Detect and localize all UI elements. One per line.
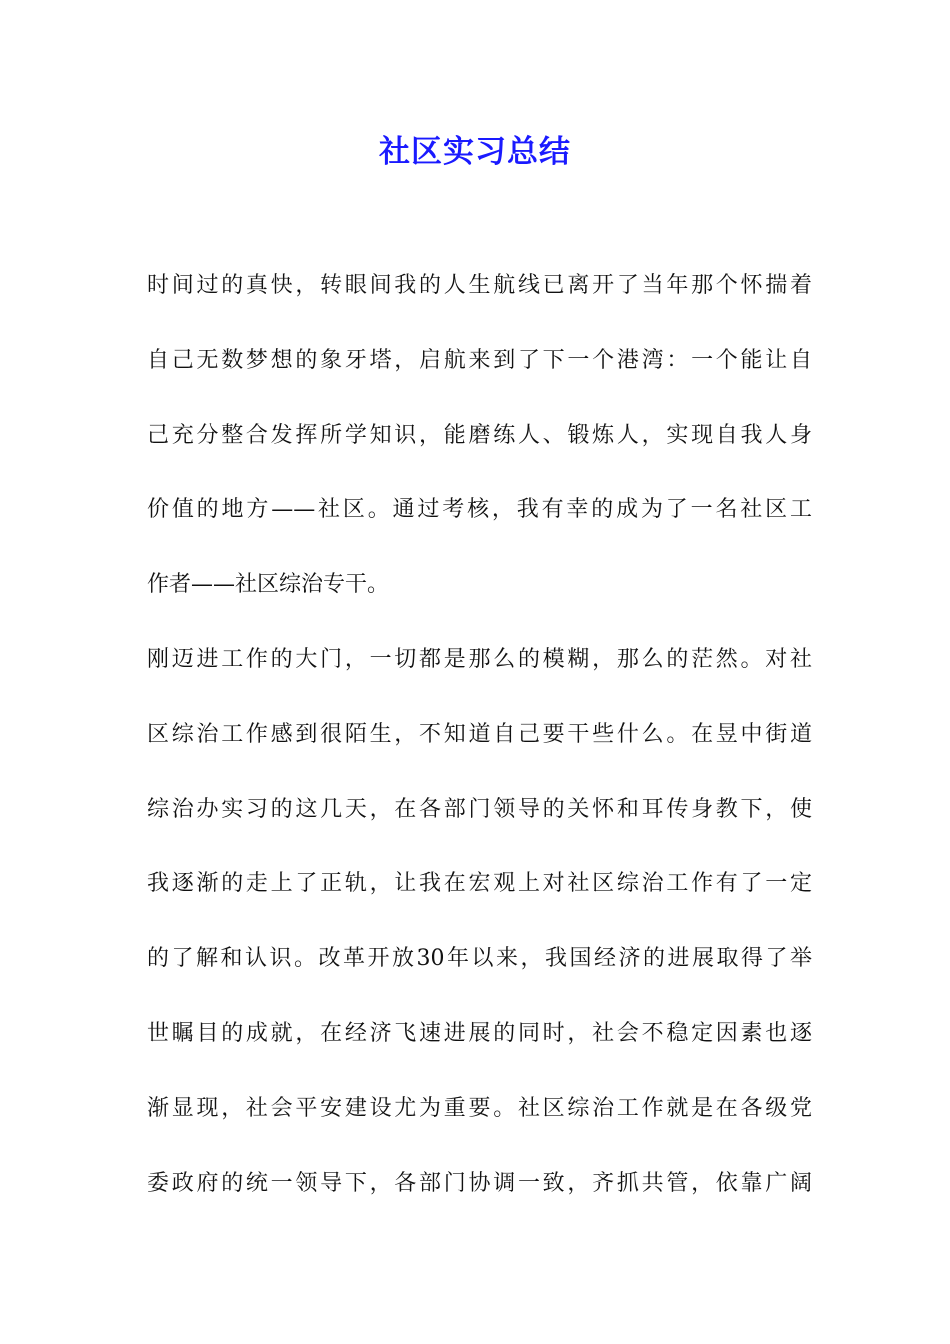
paragraph-line: 时间过的真快，转眼间我的人生航线已离开了当年那个怀揣着 [147,273,812,298]
paragraph-line: 委政府的统一领导下，各部门协调一致，齐抓共管，依靠广阔 [147,1170,812,1196]
document-title: 社区实习总结 [379,134,571,170]
paragraph-line: 世瞩目的成就，在经济飞速进展的同时，社会不稳定因素也逐 [147,1020,812,1046]
paragraph-1 [147,262,812,636]
paragraph-line: 区综治工作感到很陌生，不知道自己要干些什么。在昱中街道 [147,721,812,747]
paragraph-line: 我逐渐的走上了正轨，让我在宏观上对社区综治工作有了一定 [147,871,812,897]
paragraph-line: 的了解和认识。改革开放30年以来，我国经济的进展取得了举 [147,946,812,972]
paragraph-line: 己充分整合发挥所学知识，能磨练人、锻炼人，实现自我人身 [147,422,812,448]
paragraph-line: 综治办实习的这几天，在各部门领导的关怀和耳传身教下，使 [147,796,812,822]
paragraph-line: 刚迈进工作的大门，一切都是那么的模糊，那么的茫然。对社 [147,646,812,672]
paragraph-line: 作者——社区综治专干。 [147,572,390,598]
paragraph-2 [147,636,812,1234]
paragraph-line: 价值的地方——社区。通过考核，我有幸的成为了一名社区工 [147,497,812,523]
paragraph-line: 渐显现，社会平安建设尤为重要。社区综治工作就是在各级党 [147,1095,812,1121]
paragraph-line: 自己无数梦想的象牙塔，启航来到了下一个港湾：一个能让自 [147,347,812,373]
document-body [147,262,812,1234]
